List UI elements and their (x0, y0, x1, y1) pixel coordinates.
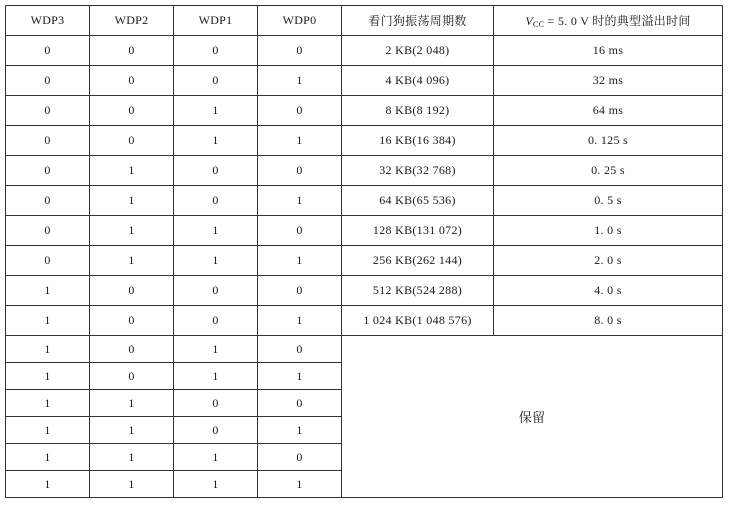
cell-wdp3: 1 (6, 306, 90, 336)
cell-timeout: 0. 125 s (494, 126, 723, 156)
cell-wdp1: 1 (174, 471, 258, 498)
cell-wdp0: 1 (258, 306, 342, 336)
cell-wdp1: 1 (174, 444, 258, 471)
cell-wdp0: 1 (258, 186, 342, 216)
cell-timeout: 32 ms (494, 66, 723, 96)
cell-wdp3: 0 (6, 156, 90, 186)
cell-wdp0: 0 (258, 216, 342, 246)
cell-wdp3: 0 (6, 216, 90, 246)
cell-wdp3: 0 (6, 96, 90, 126)
cell-cycles: 8 KB(8 192) (342, 96, 494, 126)
cell-timeout: 8. 0 s (494, 306, 723, 336)
table-row (6, 336, 723, 363)
cell-cycles: 1 024 KB(1 048 576) (342, 306, 494, 336)
cell-wdp1: 1 (174, 336, 258, 363)
cell-wdp2: 0 (90, 126, 174, 156)
cell-wdp0: 1 (258, 66, 342, 96)
cell-wdp2: 0 (90, 66, 174, 96)
cell-wdp3: 1 (6, 390, 90, 417)
watchdog-prescale-table (5, 5, 723, 498)
cell-wdp0: 0 (258, 336, 342, 363)
cell-timeout: 0. 25 s (494, 156, 723, 186)
cell-wdp3: 0 (6, 66, 90, 96)
header-row (6, 6, 723, 36)
cell-wdp0: 0 (258, 276, 342, 306)
header-wdp3: WDP3 (6, 6, 90, 36)
vcc-subscript: CC (532, 20, 545, 29)
cell-wdp0: 0 (258, 96, 342, 126)
cell-cycles: 16 KB(16 384) (342, 126, 494, 156)
cell-wdp1: 1 (174, 216, 258, 246)
cell-wdp0: 0 (258, 444, 342, 471)
cell-wdp2: 1 (90, 246, 174, 276)
table-row (6, 156, 723, 186)
cell-wdp0: 1 (258, 417, 342, 444)
cell-wdp0: 1 (258, 246, 342, 276)
cell-timeout: 0. 5 s (494, 186, 723, 216)
cell-wdp1: 0 (174, 156, 258, 186)
cell-wdp2: 0 (90, 276, 174, 306)
table-row (6, 276, 723, 306)
cell-wdp1: 0 (174, 306, 258, 336)
cell-timeout: 4. 0 s (494, 276, 723, 306)
cell-wdp2: 0 (90, 96, 174, 126)
cell-wdp3: 0 (6, 126, 90, 156)
header-oscillator-cycles: 看门狗振荡周期数 (342, 6, 494, 36)
table-row (6, 36, 723, 66)
vcc-symbol: V (525, 14, 533, 28)
cell-wdp1: 0 (174, 66, 258, 96)
table-row (6, 306, 723, 336)
cell-timeout: 2. 0 s (494, 246, 723, 276)
cell-wdp2: 1 (90, 390, 174, 417)
cell-cycles: 2 KB(2 048) (342, 36, 494, 66)
cell-cycles: 64 KB(65 536) (342, 186, 494, 216)
header-wdp2: WDP2 (90, 6, 174, 36)
cell-wdp2: 1 (90, 444, 174, 471)
cell-wdp1: 0 (174, 186, 258, 216)
cell-wdp1: 1 (174, 363, 258, 390)
cell-cycles: 32 KB(32 768) (342, 156, 494, 186)
table-row (6, 186, 723, 216)
table-row (6, 126, 723, 156)
cell-wdp2: 1 (90, 471, 174, 498)
cell-wdp0: 0 (258, 156, 342, 186)
cell-wdp2: 0 (90, 36, 174, 66)
header-typical-timeout (494, 6, 723, 36)
reserved-label-cell: 保留 (342, 336, 723, 498)
cell-wdp3: 1 (6, 444, 90, 471)
cell-timeout: 16 ms (494, 36, 723, 66)
table-row (6, 66, 723, 96)
vcc-condition-text: = 5. 0 V 时的典型溢出时间 (544, 14, 691, 28)
cell-cycles: 512 KB(524 288) (342, 276, 494, 306)
cell-wdp2: 1 (90, 156, 174, 186)
cell-wdp1: 1 (174, 246, 258, 276)
cell-wdp3: 0 (6, 186, 90, 216)
cell-wdp1: 0 (174, 417, 258, 444)
cell-wdp3: 1 (6, 471, 90, 498)
cell-wdp3: 1 (6, 336, 90, 363)
cell-wdp0: 1 (258, 363, 342, 390)
cell-wdp0: 0 (258, 390, 342, 417)
cell-wdp1: 0 (174, 276, 258, 306)
cell-timeout: 64 ms (494, 96, 723, 126)
table-row (6, 96, 723, 126)
table-row (6, 216, 723, 246)
cell-wdp3: 1 (6, 417, 90, 444)
cell-cycles: 128 KB(131 072) (342, 216, 494, 246)
cell-wdp1: 1 (174, 126, 258, 156)
cell-wdp2: 0 (90, 306, 174, 336)
cell-cycles: 256 KB(262 144) (342, 246, 494, 276)
cell-wdp1: 1 (174, 96, 258, 126)
table-body (6, 36, 723, 336)
cell-wdp2: 0 (90, 363, 174, 390)
table-header (6, 6, 723, 36)
reserved-body (6, 336, 723, 498)
cell-wdp1: 0 (174, 390, 258, 417)
cell-cycles: 4 KB(4 096) (342, 66, 494, 96)
cell-wdp2: 1 (90, 186, 174, 216)
cell-wdp3: 1 (6, 276, 90, 306)
cell-wdp2: 1 (90, 216, 174, 246)
cell-wdp3: 1 (6, 363, 90, 390)
header-wdp0: WDP0 (258, 6, 342, 36)
cell-wdp1: 0 (174, 36, 258, 66)
cell-wdp3: 0 (6, 36, 90, 66)
cell-wdp0: 1 (258, 126, 342, 156)
table-row (6, 246, 723, 276)
cell-wdp0: 0 (258, 36, 342, 66)
cell-wdp0: 1 (258, 471, 342, 498)
cell-wdp2: 1 (90, 417, 174, 444)
cell-wdp3: 0 (6, 246, 90, 276)
header-wdp1: WDP1 (174, 6, 258, 36)
cell-timeout: 1. 0 s (494, 216, 723, 246)
cell-wdp2: 0 (90, 336, 174, 363)
